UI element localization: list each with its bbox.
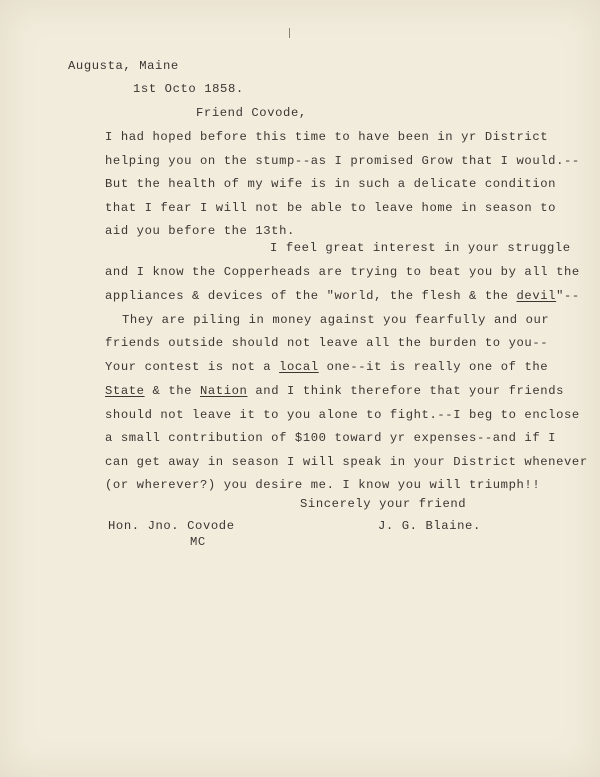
body-text: & the xyxy=(144,384,200,398)
signature: J. G. Blaine. xyxy=(378,519,481,533)
underlined-word: State xyxy=(105,384,145,398)
body-line: can get away in season I will speak in your District whenever xyxy=(105,455,588,469)
underlined-word: local xyxy=(279,360,319,374)
body-line: and I know the Copperheads are trying to beat you by all the xyxy=(105,265,580,279)
body-text: Your contest is not a xyxy=(105,360,280,374)
body-line: that I fear I will not be able to leave home in season to xyxy=(105,201,557,215)
body-text: "-- xyxy=(556,289,580,303)
body-line: should not leave it to you alone to fight.--I beg to enclose xyxy=(105,408,580,422)
letter-date: 1st Octo 1858. xyxy=(133,82,244,96)
letter-place: Augusta, Maine xyxy=(68,59,179,73)
body-line xyxy=(105,360,548,374)
body-text: one--it is really one of the xyxy=(318,360,549,374)
body-line xyxy=(105,384,564,398)
recipient-name: Hon. Jno. Covode xyxy=(108,519,235,533)
body-line: I had hoped before this time to have been in yr District xyxy=(105,130,549,144)
body-text: appliances & devices of the "world, the flesh & the xyxy=(105,289,517,303)
letter-salutation: Friend Covode, xyxy=(196,106,307,120)
body-line: aid you before the 13th. xyxy=(105,224,295,238)
body-line: I feel great interest in your struggle xyxy=(270,241,571,255)
letter-closing: Sincerely your friend xyxy=(300,497,467,511)
body-line: They are piling in money against you fearfully and our xyxy=(122,313,550,327)
body-text: and I think therefore that your friends xyxy=(247,384,565,398)
body-line: helping you on the stump--as I promised Grow that I would.-- xyxy=(105,154,580,168)
body-line: friends outside should not leave all the burden to you-- xyxy=(105,336,549,350)
body-line: But the health of my wife is in such a delicate condition xyxy=(105,177,557,191)
recipient-title: MC xyxy=(190,535,206,549)
body-line: a small contribution of $100 toward yr expenses--and if I xyxy=(105,431,557,445)
fold-mark xyxy=(289,28,290,38)
underlined-word: Nation xyxy=(199,384,248,398)
body-line xyxy=(105,289,580,303)
body-line: (or wherever?) you desire me. I know you will triumph!! xyxy=(105,478,541,492)
underlined-word: devil xyxy=(516,289,557,303)
